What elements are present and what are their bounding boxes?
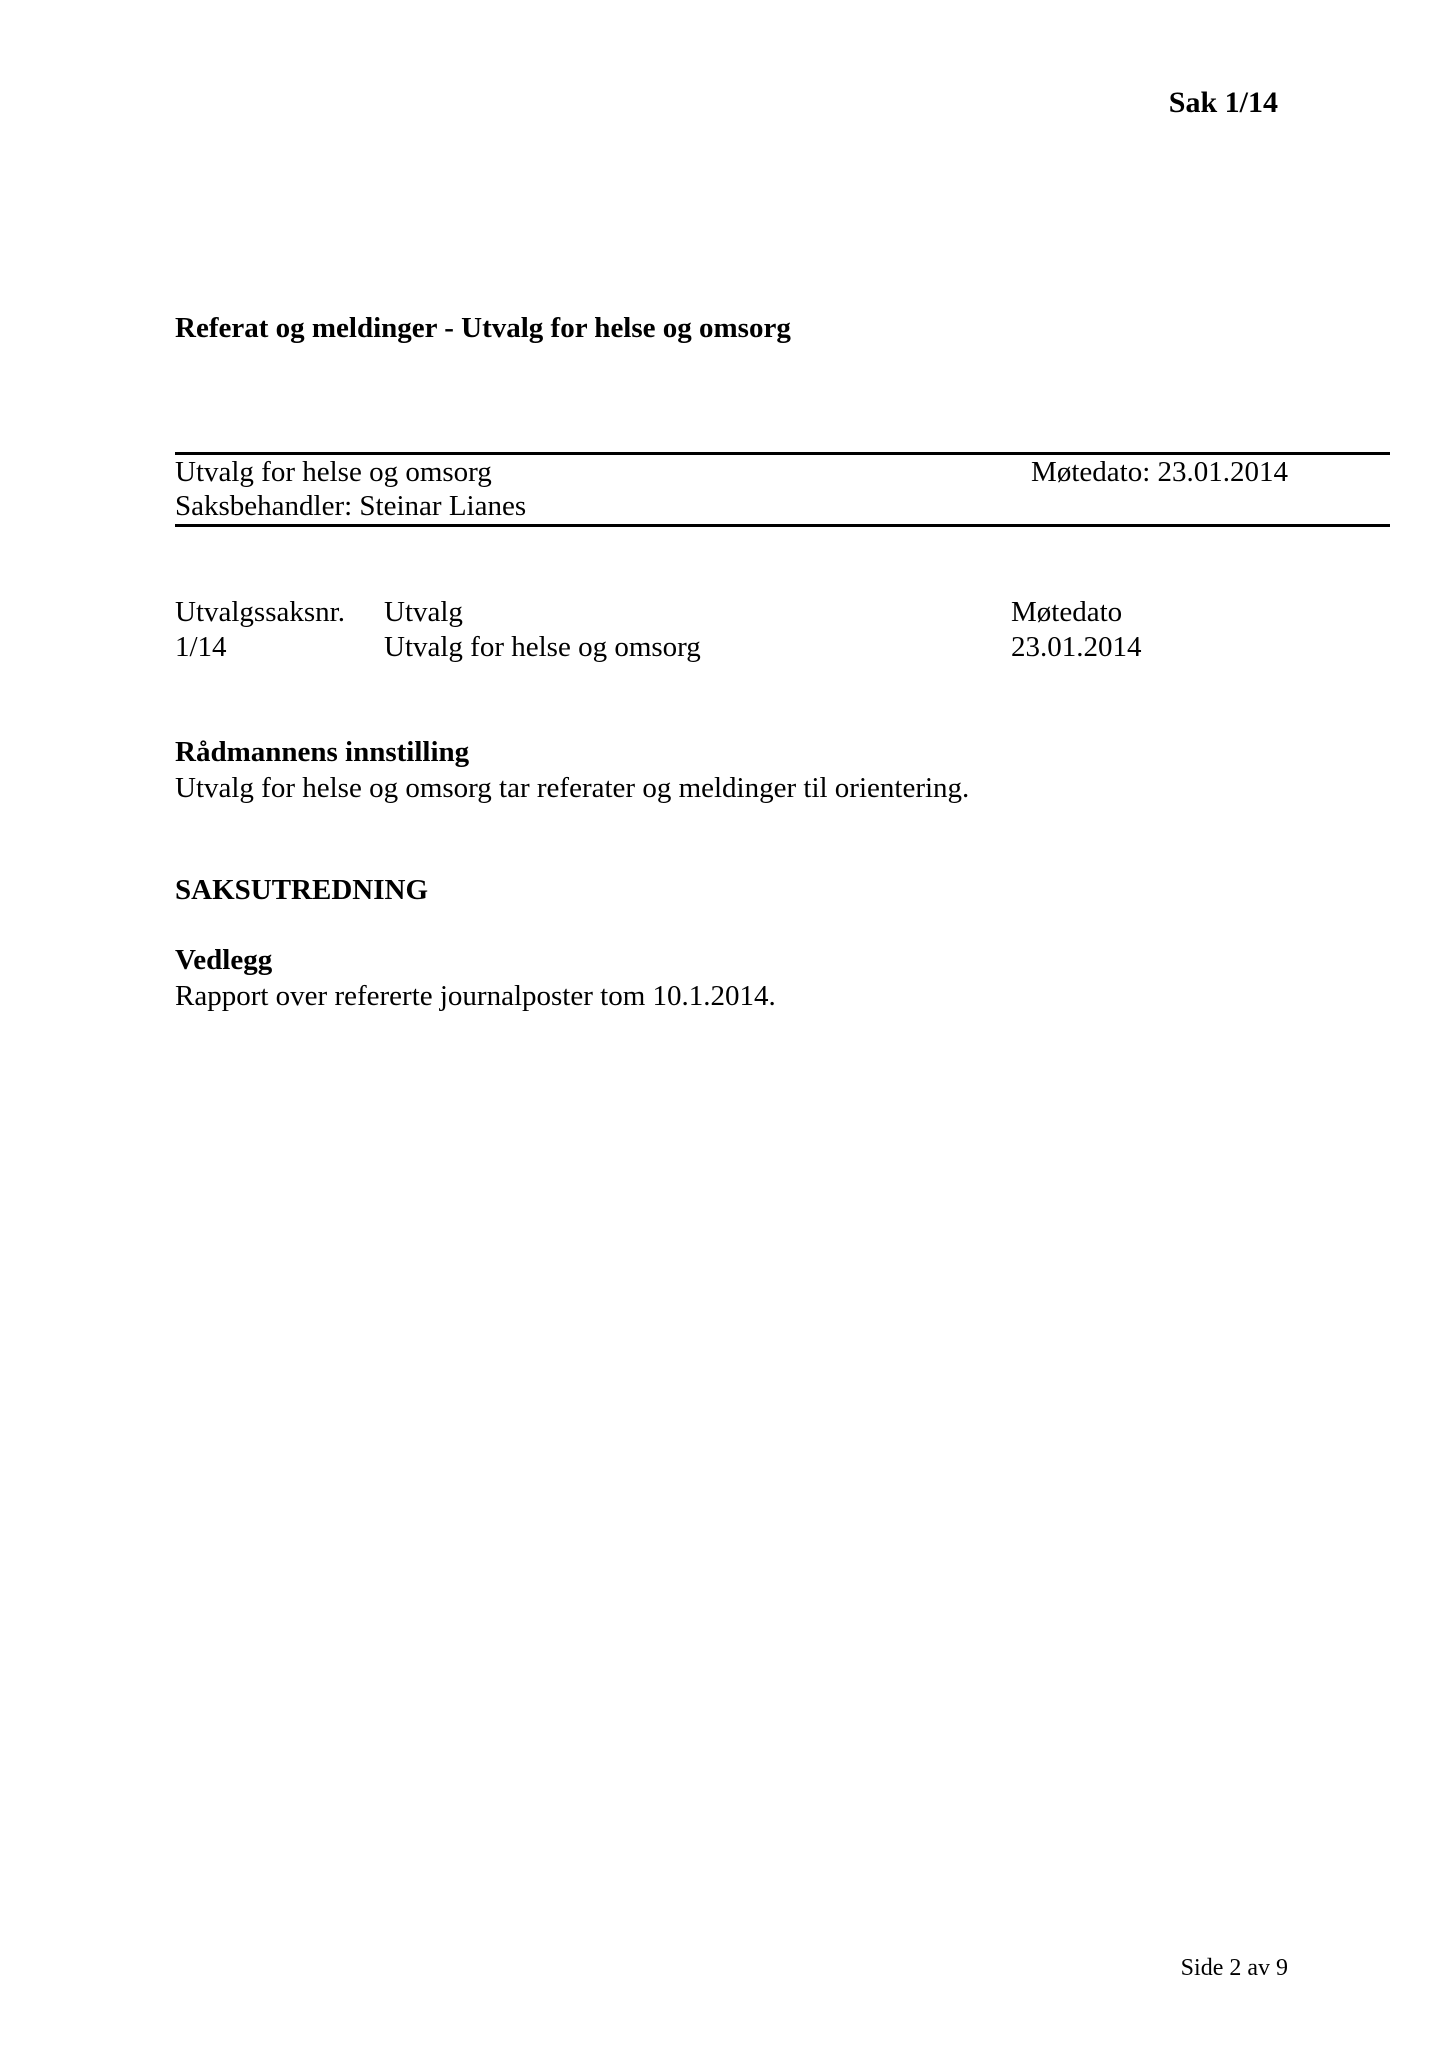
- page-number: Side 2 av 9: [1180, 1955, 1288, 1981]
- attachments-text: Rapport over refererte journalposter tom 10.1.2014.: [175, 980, 776, 1012]
- table-header-meeting-date: Møtedato: [1011, 596, 1123, 628]
- table-cell-meeting-date: 23.01.2014: [1011, 631, 1142, 663]
- table-header-committee: Utvalg: [384, 596, 463, 628]
- header-meeting-date: Møtedato: 23.01.2014: [1031, 456, 1288, 488]
- recommendation-heading: Rådmannens innstilling: [175, 736, 470, 768]
- header-committee: Utvalg for helse og omsorg: [175, 456, 492, 488]
- table-cell-committee: Utvalg for helse og omsorg: [384, 631, 701, 663]
- case-number: Sak 1/14: [1168, 86, 1278, 119]
- header-case-officer: Saksbehandler: Steinar Lianes: [175, 490, 527, 522]
- document-title: Referat og meldinger - Utvalg for helse og omsorg: [175, 312, 791, 344]
- table-cell-case-no: 1/14: [175, 631, 227, 663]
- header-top-rule: [175, 452, 1390, 455]
- attachments-heading: Vedlegg: [175, 944, 273, 976]
- case-report-heading: SAKSUTREDNING: [175, 874, 428, 906]
- recommendation-text: Utvalg for helse og omsorg tar referater og meldinger til orientering.: [175, 772, 970, 804]
- table-header-case-no: Utvalgssaksnr.: [175, 596, 345, 628]
- header-bottom-rule: [175, 524, 1390, 527]
